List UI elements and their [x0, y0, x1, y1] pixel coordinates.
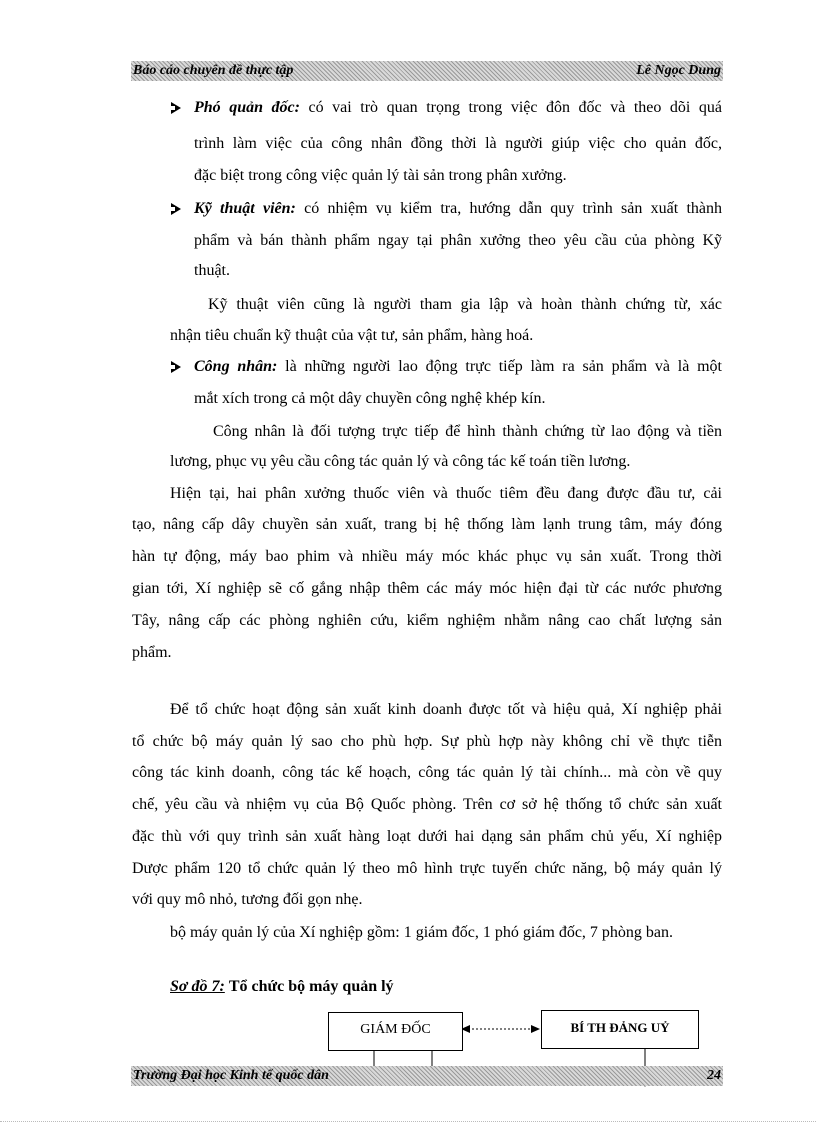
footer-page-number: 24 [707, 1068, 721, 1083]
text-line: mắt xích trong cả một dây chuyền công nghệ khép kín. [194, 390, 546, 407]
text-line: Kỹ thuật viên cũng là người tham gia lập và hoàn thành chứng từ, xác [208, 296, 722, 313]
text-line: hàn tự động, máy bao phim và nhiều máy móc khác phục vụ sản xuất. Trong thời [132, 548, 722, 565]
text-run: có nhiệm vụ kiểm tra, hướng dẫn quy trình sản xuất thành [304, 200, 723, 217]
text-line: chế, yêu cầu và nhiệm vụ của Bộ Quốc phòng. Trên cơ sở hệ thống tổ chức sản xuất [132, 796, 722, 813]
text-line: phẩm. [132, 644, 172, 661]
text-line: phẩm và bán thành phẩm ngay tại phân xưởng theo yêu cầu của phòng Kỹ [194, 232, 722, 249]
arrow-right-icon [531, 1025, 540, 1033]
text-run: là những người lao động trực tiếp làm ra sản phẩm và là một [285, 358, 723, 375]
text-line: Hiện tại, hai phân xưởng thuốc viên và thuốc tiêm đều đang được đầu tư, cải [170, 485, 722, 502]
text-line: Công nhân là đối tượng trực tiếp để hình thành chứng từ lao động và tiền [213, 423, 722, 440]
bullet-term: Phó quản đốc: [194, 99, 300, 116]
text-line: nhận tiêu chuẩn kỹ thuật của vật tư, sản phẩm, hàng hoá. [170, 327, 534, 344]
box-director: GIÁM ĐỐC [328, 1012, 463, 1051]
text-line: đặc biệt trong công việc quản lý tài sản trong phân xưởng. [194, 167, 567, 184]
header-report-title: Báo cáo chuyên đề thực tập [133, 63, 294, 78]
bullet-term: Kỹ thuật viên: [194, 200, 296, 217]
text-line: thuật. [194, 262, 230, 279]
text-line: Tây, nâng cấp các phòng nghiên cứu, kiểm nghiệm nhằm nâng cao chất lượng sản [132, 612, 722, 629]
caption-label: Sơ đồ 7: [170, 978, 225, 995]
text-line: với quy mô nhỏ, tương đối gọn nhẹ. [132, 891, 363, 908]
footer-university: Trường Đại học Kinh tế quốc dân [133, 1068, 329, 1083]
header-author: Lê Ngọc Dung [636, 63, 721, 78]
page-footer [131, 1066, 723, 1086]
text-line: đặc thù với quy trình sản xuất hàng loạt dưới hai dạng sản phẩm chủ yếu, Xí nghiệp [132, 828, 722, 845]
text-line: lương, phục vụ yêu cầu công tác quản lý và công tác kế toán tiền lương. [170, 453, 631, 470]
text-line: tạo, nâng cấp dây chuyền sản xuất, trang bị hệ thống làm lạnh trung tâm, máy đóng [132, 516, 722, 533]
page-edge-divider [0, 1121, 816, 1122]
caption-text: Tổ chức bộ máy quản lý [228, 978, 394, 995]
text-run: có vai trò quan trọng trong việc đôn đốc và theo dõi quá [308, 99, 723, 116]
text-line: bộ máy quản lý của Xí nghiệp gồm: 1 giám đốc, 1 phó giám đốc, 7 phòng ban. [170, 924, 674, 941]
bullet-term: Công nhân: [194, 358, 278, 375]
text-line: Dược phẩm 120 tổ chức quản lý theo mô hình trực tuyến chức năng, bộ máy quản lý [132, 860, 722, 877]
text-line: gian tới, Xí nghiệp sẽ cố gắng nhập thêm các máy móc hiện đại từ các nước phương [132, 580, 722, 597]
text-line: công tác kinh doanh, công tác kế hoạch, công tác quản lý tài chính... mà còn về quy [132, 764, 722, 781]
text-line: tổ chức bộ máy quản lý sao cho phù hợp. Sự phù hợp này không chỉ về thực tiễn [132, 733, 722, 750]
box-party-secretary: BÍ TH ĐẢNG UỶ [541, 1010, 699, 1049]
text-line: Để tổ chức hoạt động sản xuất kinh doanh được tốt và hiệu quả, Xí nghiệp phải [170, 701, 722, 718]
text-line: trình làm việc của công nhân đồng thời là người giúp việc cho quản đốc, [194, 135, 722, 152]
